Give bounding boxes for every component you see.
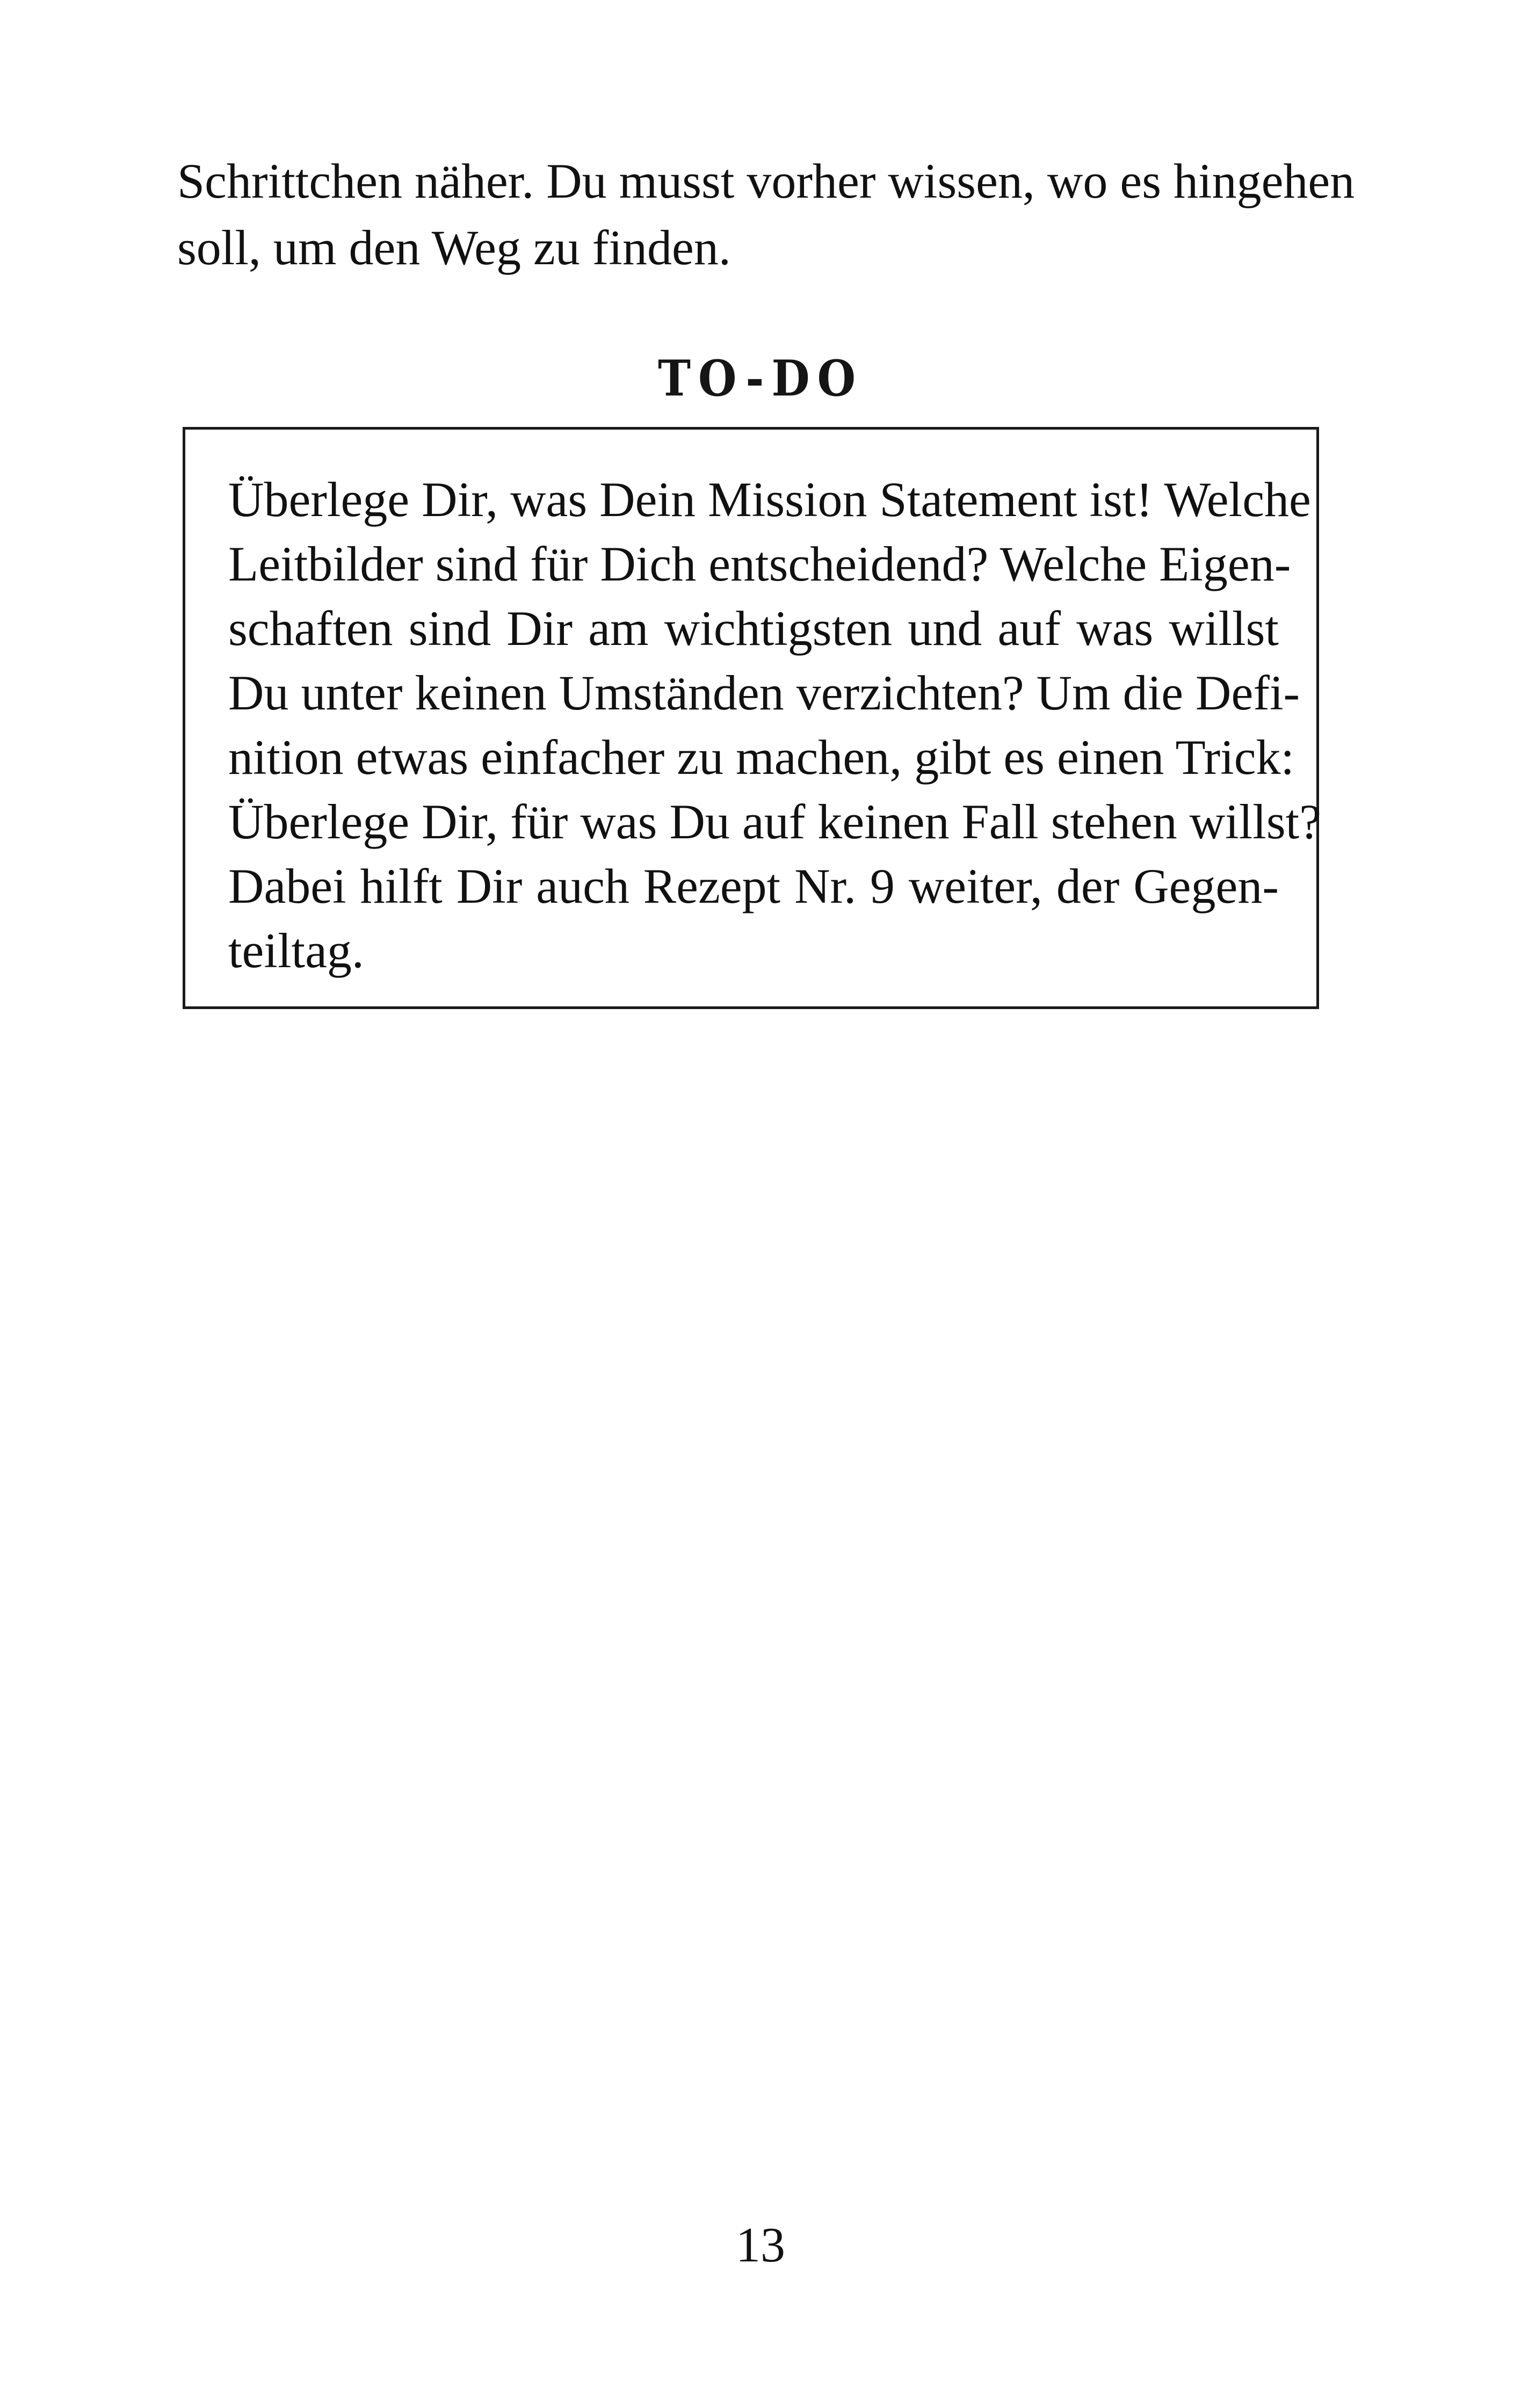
- todo-line: schaften sind Dir am wichtigsten und auf was willst: [228, 601, 1279, 656]
- page-number: 13: [736, 2217, 785, 2272]
- todo-line: Du unter keinen Umständen verzichten? Um die Defi-: [228, 665, 1300, 720]
- todo-line: nition etwas einfacher zu machen, gibt es einen Trick:: [228, 730, 1295, 785]
- todo-line: teiltag.: [228, 923, 364, 978]
- todo-line: Dabei hilft Dir auch Rezept Nr. 9 weiter, der Gegen-: [228, 859, 1279, 913]
- todo-heading: TO-DO: [657, 350, 864, 408]
- intro-line: soll, um den Weg zu finden.: [177, 220, 731, 275]
- todo-paragraph: [228, 467, 1322, 983]
- todo-line: Überlege Dir, was Dein Mission Statement ist! Welche: [228, 472, 1311, 527]
- intro-paragraph: [177, 148, 1355, 281]
- todo-line: Überlege Dir, für was Du auf keinen Fall stehen willst?: [228, 794, 1322, 849]
- todo-box: [183, 427, 1322, 1009]
- intro-line: Schrittchen näher. Du musst vorher wissen, wo es hingehen: [177, 154, 1355, 208]
- todo-line: Leitbilder sind für Dich entscheidend? Welche Eigen-: [228, 536, 1291, 591]
